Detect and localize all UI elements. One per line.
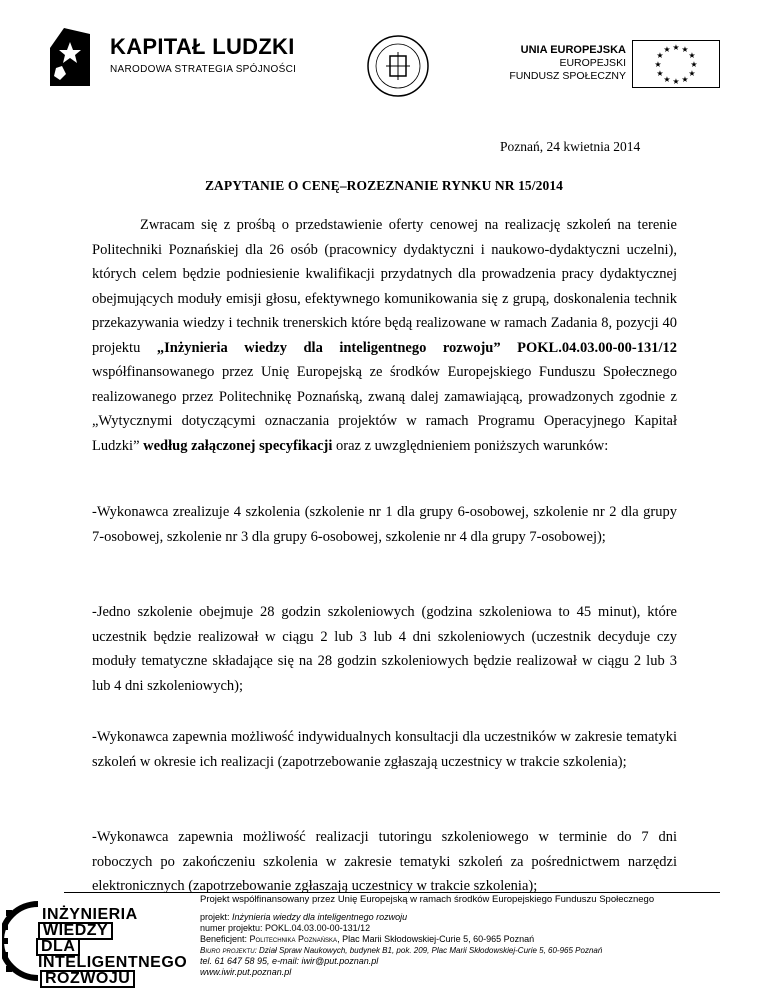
condition-paragraph: -Jedno szkolenie obejmuje 28 godzin szkoleniowych (godzina szkoleniowa to 45 minut), które uczestnik będzie realizował w ciągu 2 lub 3 lub 4 dni szkoleniowych (uczestnik decyduje czy moduły tematyczne składające się na 28 godzin szkoleniowych będzie realizował w ciągu 2 lub 3 lub 4 dni szkoleniowych); [92,604,677,694]
iwir-logo-word: WIEDZY [38,922,113,940]
svg-text:★: ★ [663,75,671,84]
kapital-ludzki-logo-icon [50,28,90,86]
footer-beneficiary [200,934,534,945]
footer-value: Dział Spraw Naukowych, budynek B1, pok. 209, Plac Marii Skłodowskiej-Curie 5, 60-965 Poznań [259,946,603,955]
condition-paragraph: -Wykonawca zapewnia możliwość realizacji tutoringu szkoleniowego w terminie do 7 dni roboczych po zakończeniu szkolenia w zakresie tematyki szkoleń za pośrednictwem narzędzi elektronicznych (zapotrzebowanie zgłaszają uczestnicy w trakcie szkolenia); [92,829,677,894]
svg-text:★: ★ [681,75,689,84]
eu-line: FUNDUSZ SPOŁECZNY [509,70,626,82]
footer-contact: tel. 61 647 58 95, e-mail: iwir@put.poznan.pl [200,956,379,966]
footer-label: projekt: [200,912,233,922]
iwir-logo-word: INŻYNIERIA [42,906,138,923]
project-name: „Inżynieria wiedzy dla inteligentnego rozwoju” POKL.04.03.00-00-131/12 [156,339,678,356]
footer-value: , Plac Marii Skłodowskiej-Curie 5, 60-965 Poznań [337,934,535,944]
intro-paragraph [92,213,677,458]
condition-paragraph: -Wykonawca zapewnia możliwość indywidualnych konsultacji dla uczestników w zakresie tematyki szkoleń w okresie ich realizacji (zapotrzebowanie zgłaszają uczestnicy w trakcie szkolenia); [92,729,677,770]
svg-text:★: ★ [656,51,664,60]
footer-label: Biuro projektu: [200,946,260,955]
footer-value: Inżynieria wiedzy dla inteligentnego rozwoju [232,912,408,922]
iwir-logo-word: ROZWOJU [40,970,135,988]
intro-text: Zwracam się z prośbą o przedstawienie oferty cenowej na realizację szkoleń na terenie Politechniki Poznańskiej dla 26 osób (pracownicy dydaktyczni i naukowo-dydaktyczni uczelni), których celem będzie podniesienie kwalifikacji przydatnych dla prowadzenia pracy dydaktycznej obejmujących moduły emisji głosu, efektywnego komunikowania się z grupą, doskonalenia technik przekazywania wiedzy i technik trenerskich które będą realizowane w ramach Zadania 8, pozycji 40 projektu [92,217,677,356]
svg-text:★: ★ [672,43,680,52]
politechnika-seal-icon [366,34,430,98]
footer-divider [64,892,720,893]
svg-text:★: ★ [663,45,671,54]
intro-text: oraz z uwzględnieniem poniższych warunków: [332,437,609,454]
svg-text:★: ★ [688,51,696,60]
gear-icon [2,900,38,982]
footer-project-name [200,912,407,923]
footer-project-office [200,945,602,956]
eu-title: UNIA EUROPEJSKA [520,44,626,56]
eu-flag-icon [632,40,720,88]
kapital-ludzki-subtitle: NARODOWA STRATEGIA SPÓJNOŚCI [110,64,297,75]
footer-label: Beneficjent: [200,934,250,944]
intro-text: współfinansowanego przez Unię Europejską ze środków Europejskiego Funduszu Społecznego realizowanego przez Politechnikę Poznańską, zwaną dalej zamawiającą, prowadzonych zgodnie z „Wytycznymi dotyczącymi oznaczania projektów w ramach Programu Operacyjnego Kapitał Ludzki” [92,364,677,454]
iwir-logo-word: INTELIGENTNEGO [38,954,188,971]
specification-ref: według załączonej specyfikacji [143,437,333,454]
iwir-logo-word: DLA [36,938,80,956]
svg-text:★: ★ [656,69,664,78]
kapital-ludzki-title: KAPITAŁ LUDZKI [110,34,295,59]
eu-text-block [500,44,626,83]
svg-text:★: ★ [690,60,698,69]
footer-website: www.iwir.put.poznan.pl [200,967,292,977]
document-title: ZAPYTANIE O CENĘ–ROZEZNANIE RYNKU NR 15/2014 [204,178,564,193]
footer-cofinanced-note: Projekt współfinansowany przez Unię Europejską w ramach środków Europejskiego Funduszu Społecznego [200,894,655,905]
svg-text:★: ★ [654,60,662,69]
svg-text:★: ★ [672,77,680,86]
footer-project-number: numer projektu: POKL.04.03.00-00-131/12 [200,923,371,933]
condition-paragraph: -Wykonawca zrealizuje 4 szkolenia (szkolenie nr 1 dla grupy 6-osobowej, szkolenie nr 2 dla grupy 7-osobowej, szkolenie nr 3 dla grupy 6-osobowej, szkolenie nr 4 dla grupy 7-osobowej); [92,504,677,545]
eu-line: EUROPEJSKI [559,57,626,69]
place-date: Poznań, 24 kwietnia 2014 [500,139,641,154]
svg-text:★: ★ [688,69,696,78]
svg-text:★: ★ [681,45,689,54]
footer-value: Politechnika Poznańska [249,934,338,944]
